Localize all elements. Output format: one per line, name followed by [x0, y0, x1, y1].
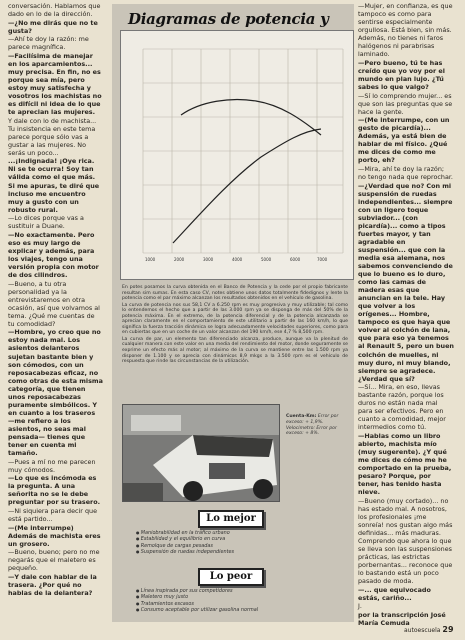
center-panel	[112, 4, 354, 622]
peor-list	[136, 588, 346, 613]
panel-title: Diagramas de potencia y	[128, 10, 329, 28]
list-item: ● Maniobrabilidad en la tráfico urbano	[136, 530, 346, 536]
paragraph: —¿No me dirás que no te gusta?	[8, 18, 98, 35]
paragraph: —Hombre, yo creo que no estoy nada mal. Los asientos delanteros sujetan bastante bien y son cómodos, con un reposacabezas eficaz, no como otras de esta misma categoría, que tienen unos reposacabezas puramente simbólicos. Y en cuanto a los traseros —me refiero a los asientos, no seas mal pensada— tienes que tener en cuenta mi tamaño.	[8, 328, 103, 458]
paragraph: —¿Verdad que no? Con mi suspensión de ruedas independientes... siempre con un ligero toque subviador... (con picardía)... como a tipos fuertes mayor, y tan agradable en suspensión... que con la media esa alemana, nos sabemos convenciendo de que lo bueno es lo duro, como las camas de madera esas que anuncian en la tele. Hay que volver a los orígenes... Hombre, tampoco es que haya que volver al colchón de lana, que para eso ya tenemos al Renault 5, pero un buen colchón de muelles, ni muy duro, ni muy blando, siempre se agradece. ¿Verdad que sí?	[358, 181, 454, 383]
svg-text:6000: 6000	[290, 257, 301, 262]
paragraph: —Ni siquiera para decir que está partido...	[8, 506, 97, 523]
svg-text:2000: 2000	[174, 257, 185, 262]
left-text-column	[8, 2, 103, 597]
svg-text:5000: 5000	[261, 257, 272, 262]
power-curve	[173, 129, 321, 243]
list-item: ● Remolque de cargas pesadas	[136, 543, 346, 549]
list-item: ● Consumo aceptable por utilizar gasolina normal	[136, 607, 346, 613]
panel-paragraph: La curva de par, un elemento tan diferenciado alcanza, produce, aunque va la plenitud de cualquier manera con este valor en una media del rendimiento del motor, donde seguramente se exprime un efecto más al motor; al máximo de la curva se mantiene entre las 1.500 rpm ya disponer de 1.100 y se aprecia con dinámicos 8,9 mkgs a la 3.500 rpm es el vehículo de respuesta que rinde las circunstancias de la utilización.	[122, 336, 348, 365]
paragraph: —Hablas como un libro abierto, machista mío (muy sugerente). ¿Y qué me dices de cómo me he comportado en la prueba, pesaro? Porque, por tener, has tenido hasta nieve.	[358, 431, 452, 497]
svg-text:3000: 3000	[203, 257, 214, 262]
paragraph: —Bueno, a tu otra personalidad ya la entrevistaremos en otra ocasión, así que volvamos al tema. ¿Qué me cuentas de tu comodidad?	[8, 279, 100, 328]
paragraph: —Ahí te doy la razón: me parece magnífica.	[8, 35, 89, 52]
engine-photo	[122, 404, 280, 502]
power-torque-chart	[120, 30, 354, 280]
caption-text: Error por exceso: + 1,9%. Velocímetro: Error por exceso: + 8%.	[286, 414, 339, 437]
right-text-column	[358, 2, 454, 628]
svg-text:4000: 4000	[232, 257, 243, 262]
paragraph: —Lo que es incómoda es la pregunta. A una señorita no se le debe preguntar por su trasero.	[8, 474, 101, 507]
svg-text:1000: 1000	[145, 257, 156, 262]
paragraph: —No exactamente. Pero eso es muy largo de explicar y además, para los viajes, tengo una versión propia con motor de dos cilindros.	[8, 230, 99, 280]
mejor-label: Lo mejor	[198, 510, 264, 528]
paragraph: —Facilísima de manejar en los aparcamientos... muy precisa. En fin, no es porque sea mía, pero estoy muy satisfecha y vosotros los machistas no es difícil ni idea de lo que te aprecian las mujeres.	[8, 51, 102, 117]
paragraph: —Pero bueno, tú te has creído que yo voy por el mundo en plan lujo. ¿Tú sabes lo que valgo?	[358, 58, 445, 91]
list-item: ● Suspensión de ruedas independientes	[136, 549, 346, 555]
panel-paragraph: En potes posamos la curva obtenida en el Banco de Potencia y la cede por el propio fabricante resultan sim sumas. En esta caso CV, notes obtiene unos datos totalmente fidedignos y lente la potencia como el par máximo alcanzan los resultados obtenidos en el vehículo de gasolina.	[122, 285, 348, 302]
panel-body-text	[122, 285, 348, 366]
photo-caption	[286, 414, 348, 437]
list-item: ● Línea inspirada por sus competidores	[136, 588, 346, 594]
paragraph: Y dale con lo de machista... Tu insistencia en este tema parece porque sólo vas a gustar a las mujeres. No serás un poco...	[8, 116, 97, 157]
panel-paragraph: La curva de potencia nos sus 58,1 CV a 6.250 rpm es muy progresiva y muy utilizable; tal como lo entendemos el hecho que a partir de las 3.000 rpm ya se disponga de más del 50% de la potencia máxima. En el extremo, de la potencia diferencial y de la potencia alcanzada se aprecian claramente en el comportamiento de este utilitario a partir de las 160 km/h, lo que significa la fuerza tracción dinámica se logra adecuadamente velocidades superiores, como para en cubiertas que en un coche de un valor alcanzan del 190 km/h, ese 4,7 % 8,500 rpm.	[122, 302, 348, 336]
list-item: ● Tratamientos escasos	[136, 601, 346, 607]
svg-text:7000: 7000	[317, 257, 328, 262]
mejor-list	[136, 530, 346, 555]
page-number: 29	[442, 625, 454, 634]
peor-label: Lo peor	[198, 568, 264, 586]
paragraph: —(Me interrumpe) Además de machista eres un grosero.	[8, 523, 101, 548]
page-footer	[404, 625, 454, 634]
paragraph: —... que equivocado estás, cariño...	[358, 585, 431, 602]
paragraph: —Mujer, en confianza, es que tampoco es como para sentirse especialmente orgullosa. Está bien, sin más. Además, no tienes ni faros halógenos ni parabrisas laminado.	[358, 2, 453, 59]
paragraph: por la transcripción José María Cemuda	[358, 611, 446, 628]
paragraph: —Pues a mí no me parecen muy cómodos.	[8, 457, 96, 474]
paragraph: ...¡Indignada! ¡Oye rica. Ni se te ocurra! Soy tan válida como el que más. Si me apuras, te diré que incluso me encuentro muy a gusto con un robusto rural.	[8, 157, 100, 214]
paragraph: —Mira, ahí te doy la razón; no tengo nada que reprochar.	[358, 164, 453, 181]
chart-svg	[121, 31, 353, 279]
paragraph: —Y dale con hablar de la trasera. ¿Por qué no hablas de la delantera?	[8, 572, 97, 597]
footer-magazine: autoescuela	[404, 627, 441, 634]
paragraph: —Bueno (muy cortado)... no has estado mal. A nosotros, los profesionales ¡me sonreía! nos gustan algo más definidas... más maduras. Comprendo que ahora lo que se lleva son las suspensiones prácticas, las estrictas porbernantas... reconoce que lo bastando está un poco pasado de moda.	[358, 496, 453, 586]
paragraph: —Lo dices porque vas a sustituir a Duane.	[8, 214, 84, 231]
paragraph: J.	[358, 602, 362, 611]
paragraph: —Sí lo comprendo mujer... es que son las preguntas que se hace la gente.	[358, 91, 453, 116]
list-item: ● Maletero muy justo	[136, 594, 346, 600]
photo-svg	[123, 405, 279, 501]
paragraph: —Bueno, bueno; pero no me negarás que el maletero es pequeño.	[8, 548, 100, 573]
paragraph: —Sí... Mira, en eso, llevas bastante razón, porque los duros no están nada mal para ser efectivos. Pero en cuanto a comodidad, mejor intermedios como tú.	[358, 383, 446, 432]
paragraph: —(Me interrumpe, con un gesto de picardía)... Además, ya está bien de hablar de mi físico. ¿Qué me dices de como me porto, eh?	[358, 116, 450, 165]
paragraph: conversación. Hablamos que dado en lo de la dirección.	[8, 2, 101, 19]
caption-title: Cuenta-Km:	[286, 414, 317, 419]
list-item: ● Estabilidad y el equilibrio en curva	[136, 536, 346, 542]
